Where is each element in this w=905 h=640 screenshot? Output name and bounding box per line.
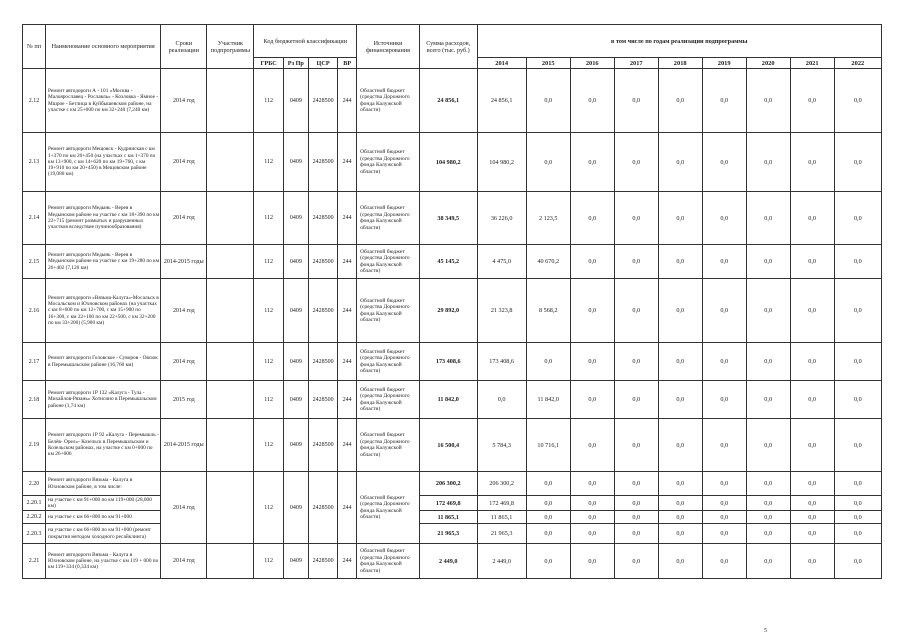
row-year-value: 0,0 bbox=[834, 496, 881, 511]
row-participant bbox=[207, 343, 254, 381]
row-name: Ремонт автодороги Головское - Суворов - Овсюк в Перемышльском районе (16,760 км) bbox=[46, 343, 161, 381]
row-year-value: 0,0 bbox=[746, 419, 790, 472]
row-csr: 2428500 bbox=[308, 544, 337, 579]
row-source: Областной бюджет (средства Дорожного фонда Калужской области) bbox=[357, 544, 420, 579]
budget-table-sheet bbox=[22, 24, 882, 634]
row-num: 2.20.1 bbox=[23, 496, 46, 511]
row-grbs: 112 bbox=[254, 419, 283, 472]
table-row bbox=[23, 69, 882, 133]
row-vr: 244 bbox=[338, 381, 357, 419]
row-csr: 2428500 bbox=[308, 245, 337, 279]
row-grbs: 112 bbox=[254, 279, 283, 343]
row-num: 2.20 bbox=[23, 472, 46, 496]
row-vr: 244 bbox=[338, 419, 357, 472]
row-year-value: 0,0 bbox=[790, 544, 834, 579]
row-vr: 244 bbox=[338, 343, 357, 381]
row-year-value: 2 123,5 bbox=[526, 192, 570, 245]
row-year-value: 8 568,2 bbox=[526, 279, 570, 343]
row-num: 2.19 bbox=[23, 419, 46, 472]
row-participant bbox=[207, 381, 254, 419]
row-total: 29 892,0 bbox=[419, 279, 477, 343]
row-year-value: 0,0 bbox=[834, 279, 881, 343]
row-rzpr: 0409 bbox=[283, 343, 308, 381]
budget-table bbox=[22, 24, 882, 579]
row-num: 2.15 bbox=[23, 245, 46, 279]
row-year-value: 0,0 bbox=[790, 245, 834, 279]
row-year-value: 0,0 bbox=[526, 472, 570, 496]
row-total: 38 349,5 bbox=[419, 192, 477, 245]
row-year-value: 21 323,8 bbox=[477, 279, 526, 343]
row-year-value: 2 449,0 bbox=[477, 544, 526, 579]
row-year-value: 0,0 bbox=[790, 192, 834, 245]
header-num: № пп bbox=[23, 25, 46, 69]
row-year-value: 0,0 bbox=[790, 472, 834, 496]
row-grbs: 112 bbox=[254, 192, 283, 245]
row-num: 2.12 bbox=[23, 69, 46, 133]
row-year-value: 0,0 bbox=[526, 496, 570, 511]
row-csr: 2428500 bbox=[308, 419, 337, 472]
row-year-value: 0,0 bbox=[614, 133, 658, 192]
row-year-value: 0,0 bbox=[526, 511, 570, 524]
row-rzpr: 0409 bbox=[283, 472, 308, 544]
row-year-value: 0,0 bbox=[702, 69, 746, 133]
row-csr: 2428500 bbox=[308, 192, 337, 245]
row-year-value: 40 670,2 bbox=[526, 245, 570, 279]
row-year-value: 0,0 bbox=[658, 343, 702, 381]
row-year-value: 21 965,3 bbox=[477, 524, 526, 544]
row-rzpr: 0409 bbox=[283, 245, 308, 279]
row-year-value: 0,0 bbox=[834, 69, 881, 133]
row-year-value: 0,0 bbox=[790, 133, 834, 192]
row-year-value: 0,0 bbox=[614, 472, 658, 496]
table-row bbox=[23, 419, 882, 472]
row-year-value: 0,0 bbox=[570, 279, 614, 343]
row-vr: 244 bbox=[338, 192, 357, 245]
row-year-value: 0,0 bbox=[746, 279, 790, 343]
row-grbs: 112 bbox=[254, 133, 283, 192]
row-rzpr: 0409 bbox=[283, 69, 308, 133]
row-vr: 244 bbox=[338, 245, 357, 279]
row-year-value: 0,0 bbox=[570, 192, 614, 245]
row-year-value: 0,0 bbox=[526, 133, 570, 192]
row-year-value: 172 469,8 bbox=[477, 496, 526, 511]
row-year-value: 0,0 bbox=[658, 524, 702, 544]
row-year-value: 0,0 bbox=[790, 69, 834, 133]
row-name: Ремонт автодороги 1Р 92 «Калуга - Перемышль - Белёв- Орел»- Козельск в Перемышльском и Козельском районах, на участке с км 0+000 по км 26+006 bbox=[46, 419, 161, 472]
row-source: Областной бюджет (средства Дорожного фонда Калужской области) bbox=[357, 133, 420, 192]
row-total: 173 408,6 bbox=[419, 343, 477, 381]
row-rzpr: 0409 bbox=[283, 133, 308, 192]
row-year-value: 0,0 bbox=[790, 419, 834, 472]
row-csr: 2428500 bbox=[308, 133, 337, 192]
table-row bbox=[23, 343, 882, 381]
row-year-value: 0,0 bbox=[526, 544, 570, 579]
row-year-value: 0,0 bbox=[614, 544, 658, 579]
row-csr: 2428500 bbox=[308, 472, 337, 544]
row-year-value: 0,0 bbox=[834, 419, 881, 472]
row-year-value: 0,0 bbox=[658, 245, 702, 279]
row-year-value: 0,0 bbox=[614, 419, 658, 472]
row-rzpr: 0409 bbox=[283, 544, 308, 579]
row-name: на участке с км 91+000 по км 119+000 (28,000 км) bbox=[46, 496, 161, 511]
row-num: 2.20.3 bbox=[23, 524, 46, 544]
table-header bbox=[23, 25, 882, 69]
row-num: 2.16 bbox=[23, 279, 46, 343]
row-year-value: 0,0 bbox=[746, 192, 790, 245]
header-terms: Сроки реализации bbox=[161, 25, 207, 69]
row-year-value: 206 300,2 bbox=[477, 472, 526, 496]
row-year-value: 0,0 bbox=[526, 524, 570, 544]
table-row bbox=[23, 381, 882, 419]
row-year-value: 0,0 bbox=[570, 381, 614, 419]
row-year-value: 0,0 bbox=[790, 524, 834, 544]
row-year-value: 0,0 bbox=[570, 419, 614, 472]
row-name: Ремонт автодороги Вязьма - Калуга в Юхновском районе, на участке с км 119 + 000 по км 119+334 (0,334 км) bbox=[46, 544, 161, 579]
row-term: 2014-2015 годы bbox=[161, 245, 207, 279]
row-year-value: 0,0 bbox=[570, 343, 614, 381]
row-year-value: 10 716,1 bbox=[526, 419, 570, 472]
row-year-value: 0,0 bbox=[614, 496, 658, 511]
row-total: 11 842,0 bbox=[419, 381, 477, 419]
row-year-value: 0,0 bbox=[702, 419, 746, 472]
row-year-value: 0,0 bbox=[658, 496, 702, 511]
row-term: 2014 год bbox=[161, 69, 207, 133]
row-grbs: 112 bbox=[254, 245, 283, 279]
row-grbs: 112 bbox=[254, 69, 283, 133]
row-total: 45 145,2 bbox=[419, 245, 477, 279]
table-row bbox=[23, 192, 882, 245]
row-year-value: 0,0 bbox=[746, 343, 790, 381]
row-year-value: 0,0 bbox=[570, 133, 614, 192]
table-subrow bbox=[23, 524, 882, 544]
row-year-value: 0,0 bbox=[834, 245, 881, 279]
row-year-value: 0,0 bbox=[702, 133, 746, 192]
row-year-value: 0,0 bbox=[834, 343, 881, 381]
row-source: Областной бюджет (средства Дорожного фонда Калужской области) bbox=[357, 245, 420, 279]
row-year-value: 0,0 bbox=[570, 524, 614, 544]
row-year-value: 0,0 bbox=[526, 343, 570, 381]
table-row bbox=[23, 544, 882, 579]
row-vr: 244 bbox=[338, 69, 357, 133]
row-year-value: 0,0 bbox=[790, 279, 834, 343]
row-year-value: 0,0 bbox=[702, 192, 746, 245]
row-year-value: 0,0 bbox=[702, 472, 746, 496]
row-year-value: 0,0 bbox=[526, 69, 570, 133]
row-csr: 2428500 bbox=[308, 69, 337, 133]
row-total: 24 856,1 bbox=[419, 69, 477, 133]
row-source: Областной бюджет (средства Дорожного фонда Калужской области) bbox=[357, 279, 420, 343]
header-sum: Сумма расходов, всего (тыс. руб.) bbox=[419, 25, 477, 69]
row-term: 2014 год bbox=[161, 472, 207, 544]
row-term: 2014 год bbox=[161, 279, 207, 343]
row-source: Областной бюджет (средства Дорожного фонда Калужской области) bbox=[357, 419, 420, 472]
row-year-value: 0,0 bbox=[790, 496, 834, 511]
header-year-2014: 2014 bbox=[477, 58, 526, 69]
row-year-value: 0,0 bbox=[834, 472, 881, 496]
row-name: Ремонт автодороги Мещовск - Кудринская с км 1+370 по км 20+450 (на участках с км 1+370 по км 13+900, с км 14+620 по км 19+760, с км 19+910 по км 20+450) в Мещовском районе (19,080 км) bbox=[46, 133, 161, 192]
row-year-value: 0,0 bbox=[834, 133, 881, 192]
header-name: Наименование основного мероприятия bbox=[46, 25, 161, 69]
row-year-value: 104 980,2 bbox=[477, 133, 526, 192]
row-year-value: 0,0 bbox=[658, 279, 702, 343]
row-year-value: 0,0 bbox=[746, 524, 790, 544]
row-term: 2014 год bbox=[161, 544, 207, 579]
row-source: Областной бюджет (средства Дорожного фонда Калужской области) bbox=[357, 69, 420, 133]
header-year-2020: 2020 bbox=[746, 58, 790, 69]
table-subrow bbox=[23, 511, 882, 524]
row-rzpr: 0409 bbox=[283, 279, 308, 343]
row-year-value: 0,0 bbox=[702, 381, 746, 419]
row-year-value: 0,0 bbox=[746, 496, 790, 511]
row-year-value: 0,0 bbox=[570, 69, 614, 133]
row-participant bbox=[207, 419, 254, 472]
row-num: 2.18 bbox=[23, 381, 46, 419]
row-year-value: 0,0 bbox=[702, 279, 746, 343]
row-year-value: 0,0 bbox=[834, 192, 881, 245]
row-grbs: 112 bbox=[254, 343, 283, 381]
header-year-2016: 2016 bbox=[570, 58, 614, 69]
row-year-value: 0,0 bbox=[570, 496, 614, 511]
row-term: 2014-2015 годы bbox=[161, 419, 207, 472]
row-name: Ремонт автодороги 1Р 132 «Калуга - Тула - Михайлов-Рязань» Хотисино в Перемышльском районе (1,74 км) bbox=[46, 381, 161, 419]
row-total: 21 965,3 bbox=[419, 524, 477, 544]
row-year-value: 36 226,0 bbox=[477, 192, 526, 245]
table-row bbox=[23, 245, 882, 279]
header-year-2018: 2018 bbox=[658, 58, 702, 69]
row-year-value: 24 856,1 bbox=[477, 69, 526, 133]
row-year-value: 0,0 bbox=[658, 511, 702, 524]
row-vr: 244 bbox=[338, 133, 357, 192]
row-year-value: 0,0 bbox=[746, 69, 790, 133]
row-year-value: 4 475,0 bbox=[477, 245, 526, 279]
row-term: 2015 год bbox=[161, 381, 207, 419]
row-year-value: 0,0 bbox=[658, 472, 702, 496]
row-year-value: 0,0 bbox=[790, 343, 834, 381]
table-row bbox=[23, 279, 882, 343]
row-name: Ремонт автодороги Вязьма - Калуга в Юхновском районе, в том числе: bbox=[46, 472, 161, 496]
row-year-value: 0,0 bbox=[614, 511, 658, 524]
row-term: 2014 год bbox=[161, 133, 207, 192]
row-participant bbox=[207, 544, 254, 579]
row-name: Ремонт автодороги А - 101 «Москва - Малоярославец - Рославль» - Козловка - Ямное - Мшрое - Бетлица в Куйбышевском районе, на участке с км 25+000 по км 32+240 (7,240 км) bbox=[46, 69, 161, 133]
row-source: Областной бюджет (средства Дорожного фонда Калужской области) bbox=[357, 343, 420, 381]
row-participant bbox=[207, 245, 254, 279]
row-year-value: 0,0 bbox=[658, 192, 702, 245]
row-year-value: 5 784,3 bbox=[477, 419, 526, 472]
row-total: 172 469,8 bbox=[419, 496, 477, 511]
row-year-value: 0,0 bbox=[746, 381, 790, 419]
table-subrow bbox=[23, 496, 882, 511]
page-mark: 5 bbox=[764, 628, 767, 634]
row-year-value: 0,0 bbox=[570, 511, 614, 524]
row-source: Областной бюджет (средства Дорожного фонда Калужской области) bbox=[357, 381, 420, 419]
header-participant: Участник подпрограммы bbox=[207, 25, 254, 69]
header-by-years: в том числе по годам реализации подпрограммы bbox=[477, 25, 881, 58]
row-csr: 2428500 bbox=[308, 343, 337, 381]
row-year-value: 0,0 bbox=[746, 544, 790, 579]
row-num: 2.13 bbox=[23, 133, 46, 192]
row-year-value: 0,0 bbox=[614, 192, 658, 245]
row-year-value: 0,0 bbox=[834, 524, 881, 544]
row-participant bbox=[207, 133, 254, 192]
row-year-value: 0,0 bbox=[790, 511, 834, 524]
row-year-value: 0,0 bbox=[702, 524, 746, 544]
row-num: 2.20.2 bbox=[23, 511, 46, 524]
row-year-value: 0,0 bbox=[570, 245, 614, 279]
row-year-value: 0,0 bbox=[614, 69, 658, 133]
row-csr: 2428500 bbox=[308, 381, 337, 419]
row-total: 206 300,2 bbox=[419, 472, 477, 496]
row-year-value: 0,0 bbox=[658, 381, 702, 419]
header-budget-code: Код бюджетной классификации bbox=[254, 25, 357, 58]
row-year-value: 0,0 bbox=[614, 524, 658, 544]
table-body bbox=[23, 69, 882, 579]
row-total: 2 449,0 bbox=[419, 544, 477, 579]
row-num: 2.21 bbox=[23, 544, 46, 579]
header-code-1: Рз Пр bbox=[283, 58, 308, 69]
row-year-value: 0,0 bbox=[790, 381, 834, 419]
row-rzpr: 0409 bbox=[283, 381, 308, 419]
row-year-value: 0,0 bbox=[702, 544, 746, 579]
row-year-value: 0,0 bbox=[746, 472, 790, 496]
row-year-value: 0,0 bbox=[614, 245, 658, 279]
row-year-value: 0,0 bbox=[702, 511, 746, 524]
row-year-value: 0,0 bbox=[834, 381, 881, 419]
row-vr: 244 bbox=[338, 279, 357, 343]
row-source: Областной бюджет (средства Дорожного фонда Калужской области) bbox=[357, 192, 420, 245]
row-year-value: 0,0 bbox=[614, 279, 658, 343]
header-sources: Источники финансирования bbox=[357, 25, 420, 69]
row-name: Ремонт автодороги Медынь - Верея в Медынском районе на участке с км 19+280 по км 26+402 (7,120 км) bbox=[46, 245, 161, 279]
row-total: 16 500,4 bbox=[419, 419, 477, 472]
row-vr: 244 bbox=[338, 472, 357, 544]
row-term: 2014 год bbox=[161, 192, 207, 245]
row-year-value: 0,0 bbox=[477, 381, 526, 419]
row-year-value: 0,0 bbox=[570, 544, 614, 579]
row-year-value: 0,0 bbox=[614, 343, 658, 381]
header-year-2022: 2022 bbox=[834, 58, 881, 69]
header-year-2015: 2015 bbox=[526, 58, 570, 69]
header-code-3: ВР bbox=[338, 58, 357, 69]
row-source: Областной бюджет (средства Дорожного фонда Калужской области) bbox=[357, 472, 420, 544]
row-participant bbox=[207, 192, 254, 245]
header-code-2: ЦСР bbox=[308, 58, 337, 69]
row-year-value: 11 865,1 bbox=[477, 511, 526, 524]
row-year-value: 173 408,6 bbox=[477, 343, 526, 381]
row-year-value: 11 842,0 bbox=[526, 381, 570, 419]
row-year-value: 0,0 bbox=[658, 133, 702, 192]
row-grbs: 112 bbox=[254, 381, 283, 419]
row-participant bbox=[207, 69, 254, 133]
row-term: 2014 год bbox=[161, 343, 207, 381]
table-row bbox=[23, 472, 882, 496]
row-year-value: 0,0 bbox=[658, 419, 702, 472]
row-name: на участке с км 66+800 по км 91+000 bbox=[46, 511, 161, 524]
row-participant bbox=[207, 279, 254, 343]
row-rzpr: 0409 bbox=[283, 419, 308, 472]
row-num: 2.14 bbox=[23, 192, 46, 245]
header-year-2019: 2019 bbox=[702, 58, 746, 69]
row-rzpr: 0409 bbox=[283, 192, 308, 245]
row-vr: 244 bbox=[338, 544, 357, 579]
row-grbs: 112 bbox=[254, 472, 283, 544]
row-year-value: 0,0 bbox=[834, 544, 881, 579]
row-csr: 2428500 bbox=[308, 279, 337, 343]
row-year-value: 0,0 bbox=[746, 511, 790, 524]
row-year-value: 0,0 bbox=[702, 496, 746, 511]
header-code-0: ГРБС bbox=[254, 58, 283, 69]
row-name: Ремонт автодороги Медынь - Верея в Медынском районе на участке с км 18+390 по км 22+715 (ремонт размытых и разрушенных участков вследствие пучинообразования) bbox=[46, 192, 161, 245]
row-year-value: 0,0 bbox=[570, 472, 614, 496]
row-num: 2.17 bbox=[23, 343, 46, 381]
row-grbs: 112 bbox=[254, 544, 283, 579]
row-year-value: 0,0 bbox=[746, 133, 790, 192]
row-year-value: 0,0 bbox=[658, 69, 702, 133]
row-year-value: 0,0 bbox=[834, 511, 881, 524]
row-total: 11 865,1 bbox=[419, 511, 477, 524]
row-year-value: 0,0 bbox=[702, 343, 746, 381]
row-year-value: 0,0 bbox=[702, 245, 746, 279]
header-year-2021: 2021 bbox=[790, 58, 834, 69]
row-year-value: 0,0 bbox=[658, 544, 702, 579]
row-participant bbox=[207, 472, 254, 544]
row-year-value: 0,0 bbox=[614, 381, 658, 419]
row-total: 104 980,2 bbox=[419, 133, 477, 192]
row-name: на участке с км 66+800 по км 91+000 (ремонт покрытия методом холодного ресайклинга) bbox=[46, 524, 161, 544]
header-year-2017: 2017 bbox=[614, 58, 658, 69]
row-year-value: 0,0 bbox=[746, 245, 790, 279]
row-name: Ремонт автодороги «Вязьма-Калуга»-Мосальск в Мосальском и Юхновском районах (на участках с км 8+600 по км 12+700, с км 15+900 по 16+300, с км 22+100 по км 22+500, с км 32+200 по км 33+200) (5,900 км) bbox=[46, 279, 161, 343]
table-row bbox=[23, 133, 882, 192]
